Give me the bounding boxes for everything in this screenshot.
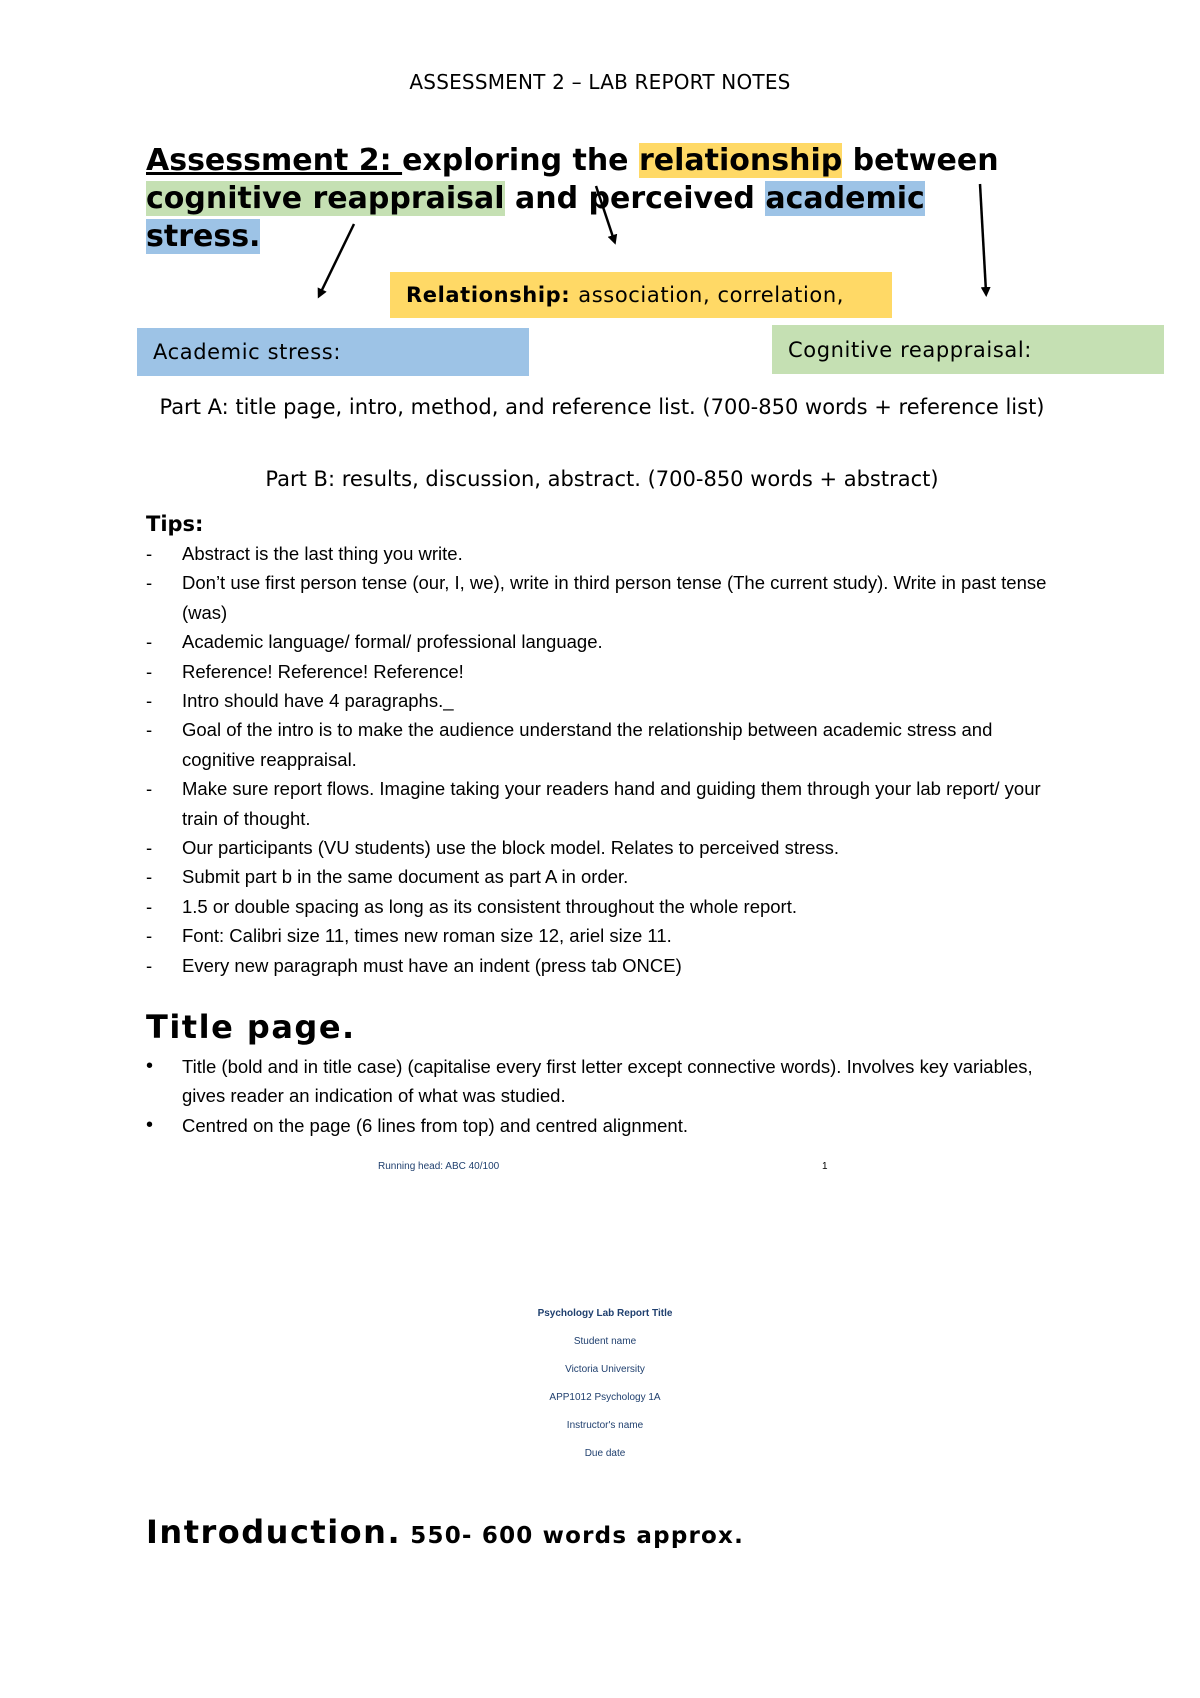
list-marker: - (146, 631, 153, 653)
relationship-label: Relationship: (406, 283, 571, 307)
list-item (146, 862, 1066, 891)
tip-text: Our participants (VU students) use the block model. Relates to perceived stress. (182, 837, 840, 859)
list-marker: - (146, 778, 153, 800)
list-item (146, 686, 1066, 715)
relationship-box (390, 272, 892, 318)
relationship-text: association, correlation, (578, 283, 845, 307)
example-student-name: Student name (573, 1336, 637, 1347)
list-item (146, 627, 1066, 656)
title-assessment: Assessment 2: (146, 143, 403, 178)
list-item (146, 1111, 1066, 1140)
list-marker: - (146, 895, 153, 917)
tips-heading: Tips: (146, 512, 204, 536)
tip-text: Abstract is the last thing you write. (182, 543, 463, 564)
tip-text: 1.5 or double spacing as long as its consistent throughout the whole report. (182, 895, 797, 917)
document-header: ASSESSMENT 2 – LAB REPORT NOTES (409, 70, 791, 94)
introduction-subheading: 550- 600 words approx. (401, 1523, 745, 1549)
cognitive-reappraisal-label: Cognitive reappraisal: (788, 337, 1032, 362)
list-marker: - (146, 572, 153, 594)
page-number: 1 (822, 1161, 828, 1172)
tip-text: Don’t use first person tense (our, I, we), write in third person tense (The current study). Write in past tense (was) (182, 572, 1047, 623)
title-stress: stress. (146, 219, 261, 254)
list-marker: - (146, 837, 153, 859)
tip-text: Font: Calibri size 11, times new roman size 12, ariel size 11. (182, 925, 672, 947)
tip-text: Submit part b in the same document as part A in order. (182, 866, 629, 888)
part-b: Part B: results, discussion, abstract. (700-850 words + abstract) (265, 467, 939, 491)
example-instructor: Instructor's name (566, 1420, 644, 1431)
tip-text: Every new paragraph must have an indent (press tab ONCE) (182, 954, 682, 976)
list-marker: - (146, 719, 153, 741)
list-item (146, 657, 1066, 686)
list-marker: - (146, 925, 153, 947)
title-page-list (146, 1052, 1066, 1140)
tip-text: Intro should have 4 paragraphs._ (182, 690, 454, 712)
title-page-heading: Title page. (146, 1008, 356, 1046)
tips-list (146, 539, 1066, 980)
running-head: Running head: ABC 40/100 (378, 1161, 500, 1172)
academic-stress-label: Academic stress: (153, 340, 341, 364)
list-item (146, 951, 1066, 980)
tip-text: Goal of the intro is to make the audience understand the relationship between academic stress and cognitive reappraisal. (182, 719, 993, 770)
title-text: between (842, 143, 999, 178)
tip-text: Academic language/ formal/ professional language. (182, 631, 603, 653)
list-item (146, 921, 1066, 950)
list-item (146, 1052, 1066, 1111)
list-item (146, 774, 1066, 833)
academic-stress-box (137, 328, 529, 376)
title-relationship: relationship (638, 143, 843, 178)
tip-text: Reference! Reference! Reference! (182, 660, 464, 682)
arrow-to-academic-stress (320, 224, 354, 294)
part-a: Part A: title page, intro, method, and reference list. (700-850 words + reference list) (159, 395, 1045, 419)
title-cognitive-reappraisal: cognitive reappraisal (146, 181, 505, 216)
example-university: Victoria University (565, 1364, 645, 1375)
bullet-marker: • (146, 1055, 154, 1077)
cognitive-reappraisal-box (772, 325, 1164, 374)
list-marker: - (146, 543, 153, 564)
list-item (146, 539, 1066, 568)
list-item (146, 715, 1066, 774)
title-text: and perceived (504, 181, 766, 216)
list-item (146, 833, 1066, 862)
list-marker: - (146, 690, 153, 712)
bullet-text: Centred on the page (6 lines from top) and centred alignment. (182, 1114, 688, 1136)
list-marker: - (146, 660, 153, 682)
bullet-text: Title (bold and in title case) (capitalise every first letter except connective words). Involves key variables, gives reader an indication of what was studied. (182, 1056, 1033, 1107)
arrow-to-relationship (596, 186, 614, 240)
list-marker: - (146, 866, 153, 888)
title-text: exploring the (402, 143, 639, 178)
list-item (146, 568, 1066, 627)
example-title: Psychology Lab Report Title (537, 1308, 673, 1319)
list-marker: - (146, 954, 153, 976)
tip-text: Make sure report flows. Imagine taking your readers hand and guiding them through your lab report/ your train of thought. (182, 778, 1041, 829)
arrow-to-cognitive-reappraisal (980, 184, 986, 292)
bullet-marker: • (146, 1113, 154, 1136)
list-item (146, 892, 1066, 921)
introduction-title: Introduction. (146, 1513, 402, 1551)
title-academic: academic (765, 181, 925, 216)
introduction-heading (146, 1513, 744, 1551)
example-due-date: Due date (584, 1448, 626, 1459)
example-unit: APP1012 Psychology 1A (549, 1392, 661, 1403)
